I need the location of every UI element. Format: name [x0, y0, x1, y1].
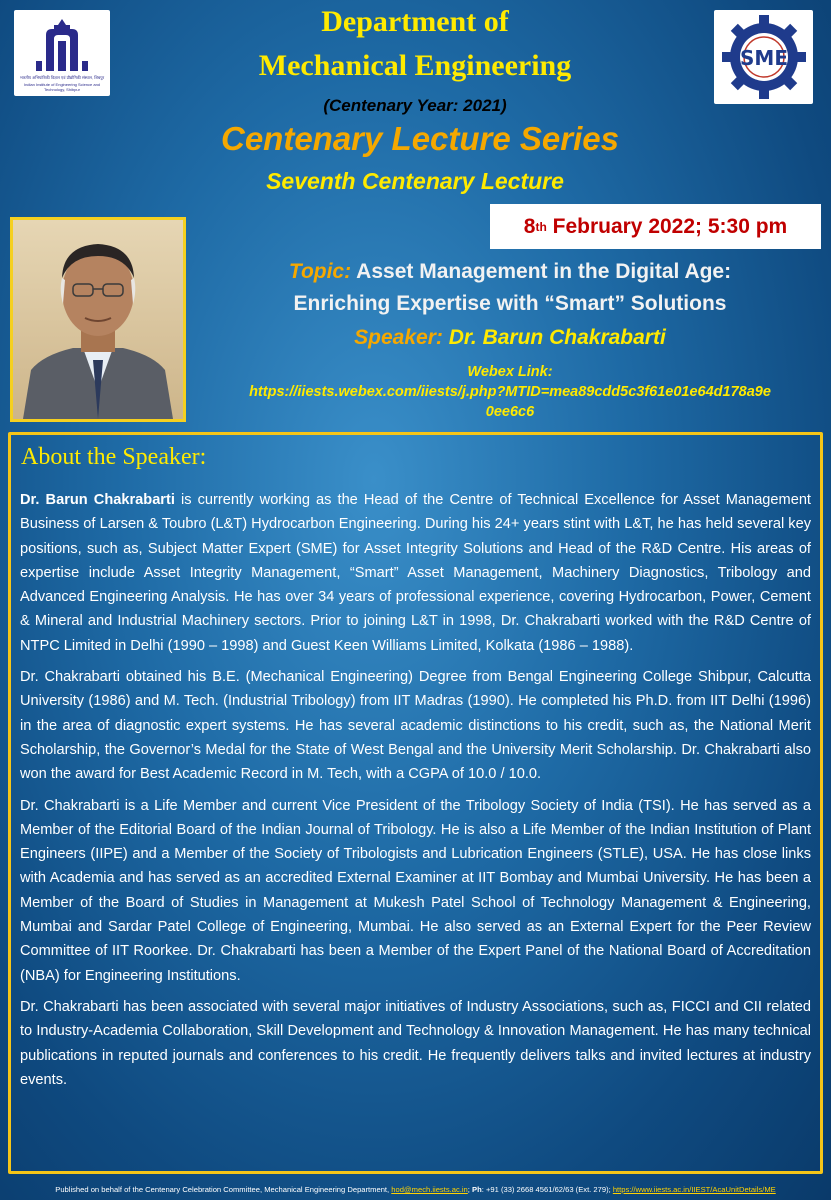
topic	[200, 256, 820, 320]
speaker-name: Dr. Barun Chakrabarti	[448, 326, 666, 349]
about-paragraph-1	[20, 488, 811, 658]
speaker-name-bold: Dr. Barun Chakrabarti	[20, 492, 175, 508]
footer	[0, 1185, 831, 1194]
date-ordinal: th	[535, 219, 547, 234]
topic-line1: Asset Management in the Digital Age:	[351, 260, 732, 283]
sme-logo	[714, 10, 813, 104]
sme-gear-icon	[720, 15, 808, 99]
lecture-number: Seventh Centenary Lecture	[266, 168, 564, 194]
speaker-photo	[10, 217, 186, 422]
about-paragraph-2: Dr. Chakrabarti obtained his B.E. (Mechanical Engineering) Degree from Bengal Engineering College Shibpur, Calcutta University (1986) and M. Tech. (Industrial Tribology) from IIT Madras (1990). He completed his Ph.D. from IIT Delhi (1996) in the area of diagnostic expert systems. He has several academic distinctions to his credit, such as, the National Merit Scholarship, the Governor’s Medal for the State of West Bengal and the University Merit Scholarship. Dr. Chakrabarti also won the award for Best Academic Record in M. Tech, with a CGPA of 10.0 / 10.0.	[20, 669, 811, 783]
webex-link-line1[interactable]: https://iiests.webex.com/iiests/j.php?MTID=mea89cdd5c3f61e01e64d178a9e	[249, 384, 771, 400]
footer-phone-label: Ph	[472, 1185, 482, 1194]
about-heading: About the Speaker:	[21, 444, 207, 470]
date-time-badge	[490, 204, 821, 249]
logo-caption-hindi: भारतीय अभियांत्रिकी विज्ञान एवं प्रौद्योगिकी संस्थान, शिबपुर	[19, 74, 105, 80]
speaker-line	[200, 326, 820, 350]
webex-label: Webex Link:	[467, 364, 553, 380]
iiest-logo	[14, 10, 110, 96]
webex-link-line2[interactable]: 0ee6c6	[485, 404, 535, 420]
series-title: Centenary Lecture Series	[220, 120, 619, 157]
department-title-line1: Department of	[321, 5, 509, 38]
about-paragraph-4: Dr. Chakrabarti has been associated with several major initiatives of Industry Associations, such as, FICCI and CII related to Industry-Academia Collaboration, Skill Development and Technology & Innovation Management. He has many technical publications in reputed journals and conferences to his credit. He frequently delivers talks and invited lectures at industry events.	[20, 998, 811, 1088]
speaker-label: Speaker:	[354, 326, 449, 349]
sme-logo-text: SME	[739, 46, 788, 70]
footer-text-3: : +91 (33) 2668 4561/62/63 (Ext. 279);	[481, 1185, 613, 1194]
department-title-line2: Mechanical Engineering	[258, 49, 572, 82]
about-paragraph-3: Dr. Chakrabarti is a Life Member and current Vice President of the Tribology Society of India (TSI). He has served as a Member of the Editorial Board of the Indian Journal of Tribology. He is also a Life Member of the Indian Institution of Plant Engineers (IIPE) and a Member of the Society of Tribologists and Lubrication Engineers (STLE), USA. He has close links with Academia and has served as an accredited External Examiner at IIT Bombay and Mumbai University. He has been a Member of the Board of Studies in Management at Mukesh Patel School of Technology Management & Engineering, Mumbai and Sardar Patel College of Engineering, Mumbai. He also served as an External Expert for the Peer Review Committee of IIT Roorkee. Dr. Chakrabarti has been a Member of the Expert Panel of the National Board of Accreditation (NBA) for Engineering Institutions.	[20, 797, 811, 984]
footer-text-1: Published on behalf of the Centenary Celebration Committee, Mechanical Engineering Department,	[55, 1185, 392, 1194]
webex-block	[200, 362, 820, 422]
footer-text-2: ;	[467, 1185, 473, 1194]
about-body	[20, 488, 811, 1099]
centenary-year: (Centenary Year: 2021)	[323, 96, 507, 115]
iiest-emblem-icon	[32, 15, 92, 73]
speaker-portrait-image	[13, 220, 183, 419]
topic-label: Topic:	[288, 260, 352, 283]
date-rest: February 2022; 5:30 pm	[546, 214, 788, 238]
date-day: 8	[523, 214, 536, 238]
logo-caption-english: Indian Institute of Engineering Science and Technology, Shibpur	[23, 81, 101, 92]
topic-line2: Enriching Expertise with “Smart” Solutions	[293, 292, 727, 315]
footer-email-link[interactable]: hod@mech.iiests.ac.in	[391, 1185, 468, 1194]
about-paragraph-1-text: is currently working as the Head of the Centre of Technical Excellence for Asset Management Business of Larsen & Toubro (L&T) Hydrocarbon Engineering. During his 24+ years stint with L&T, he has held several key positions, such as, Subject Matter Expert (SME) for Asset Integrity Solutions and Head of the R&D Centre. His areas of expertise include Asset Integrity Management, “Smart” Asset Management, Machinery Diagnostics, Tribology and Advanced Engineering Analysis. He has over 34 years of professional experience, covering Hydrocarbon, Power, Cement & Mineral and Industrial Machinery sectors. Prior to joining L&T in 1998, Dr. Chakrabarti worked with the R&D Centre of NTPC Limited in Delhi (1990 – 1998) and Guest Keen Williams Limited, Kolkata (1986 – 1988).	[20, 492, 811, 654]
footer-website-link[interactable]: https://www.iiests.ac.in/IIEST/AcaUnitDetails/ME	[612, 1185, 776, 1194]
